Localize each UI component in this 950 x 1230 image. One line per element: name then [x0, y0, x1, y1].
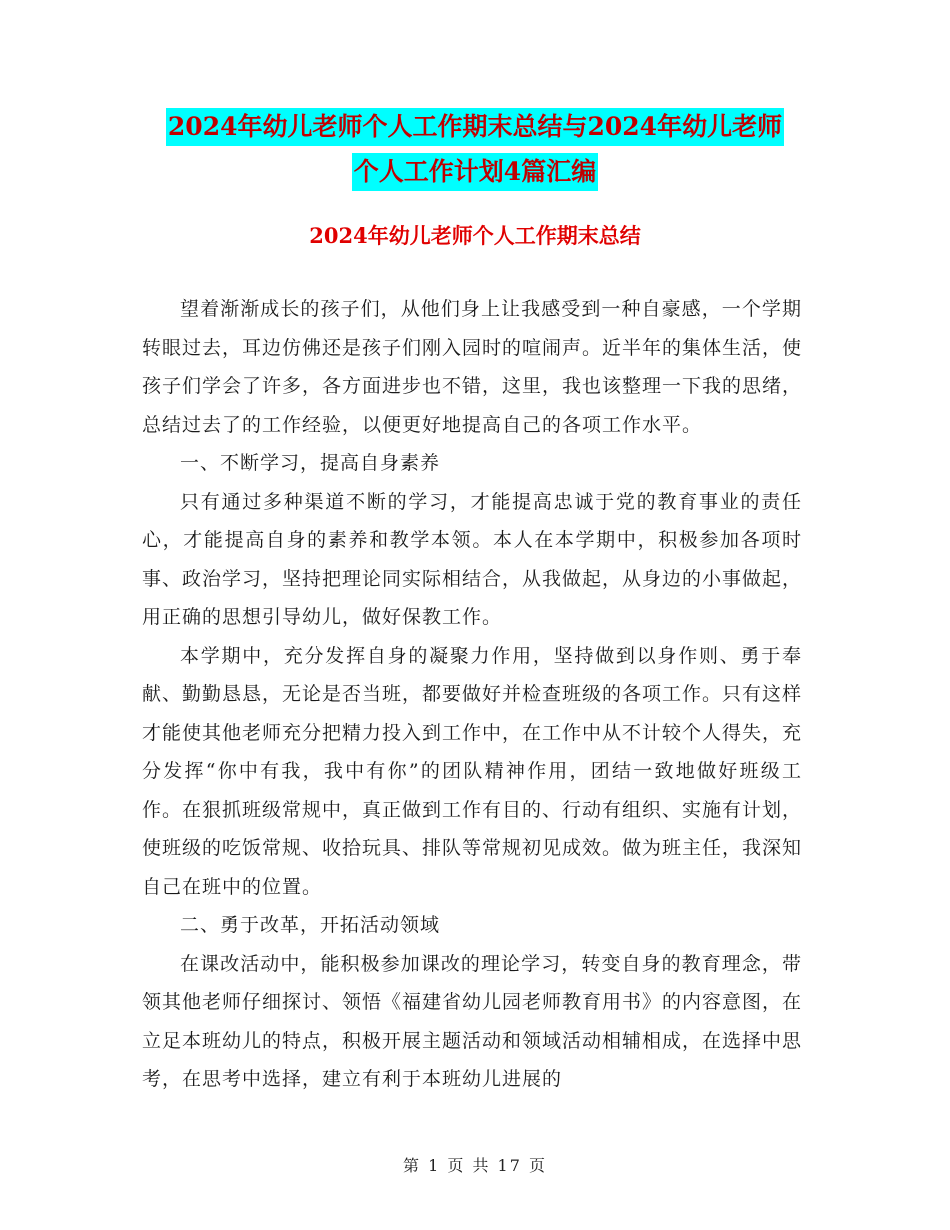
section-heading: 二、勇于改革，开拓活动领域 — [180, 914, 441, 936]
section-title: 2024年幼儿老师个人工作期末总结 — [309, 223, 641, 248]
paragraph: 在课改活动中，能积极参加课改的理论学习，转变自身的教育理念，带领其他老师仔细探讨、领悟《福建省幼儿园老师教育用书》的内容意图，在立足本班幼儿的特点，积极开展主题活动和领域活动相辅相成，在选择中思考，在思考中选择，建立有利于本班幼儿进展的 — [142, 952, 803, 1090]
title-line-2: 个人工作计划4篇汇编 — [352, 153, 598, 191]
section-heading: 一、不断学习，提高自身素养 — [180, 452, 441, 474]
title-line-1: 2024年幼儿老师个人工作期末总结与2024年幼儿老师 — [166, 108, 784, 146]
page-footer: 第 1 页 共 17 页 — [403, 1156, 547, 1175]
paragraph: 望着渐渐成长的孩子们，从他们身上让我感受到一种自豪感，一个学期转眼过去，耳边仿佛还是孩子们刚入园时的喧闹声。近半年的集体生活，使孩子们学会了许多，各方面进步也不错，这里，我也该整理一下我的思绪，总结过去了的工作经验，以便更好地提高自己的各项工作水平。 — [142, 298, 803, 436]
document-body — [142, 290, 802, 1099]
paragraph: 只有通过多种渠道不断的学习，才能提高忠诚于党的教育事业的责任心，才能提高自身的素养和教学本领。本人在本学期中，积极参加各项时事、政治学习，坚持把理论同实际相结合，从我做起，从身边的小事做起，用正确的思想引导幼儿，做好保教工作。 — [142, 490, 803, 628]
paragraph: 本学期中，充分发挥自身的凝聚力作用，坚持做到以身作则、勇于奉献、勤勤恳恳，无论是否当班，都要做好并检查班级的各项工作。只有这样才能使其他老师充分把精力投入到工作中，在工作中从不计较个人得失，充分发挥“你中有我，我中有你”的团队精神作用，团结一致地做好班级工作。在狠抓班级常规中，真正做到工作有目的、行动有组织、实施有计划，使班级的吃饭常规、收拾玩具、排队等常规初见成效。做为班主任，我深知自己在班中的位置。 — [142, 644, 803, 898]
document-title — [0, 108, 950, 198]
